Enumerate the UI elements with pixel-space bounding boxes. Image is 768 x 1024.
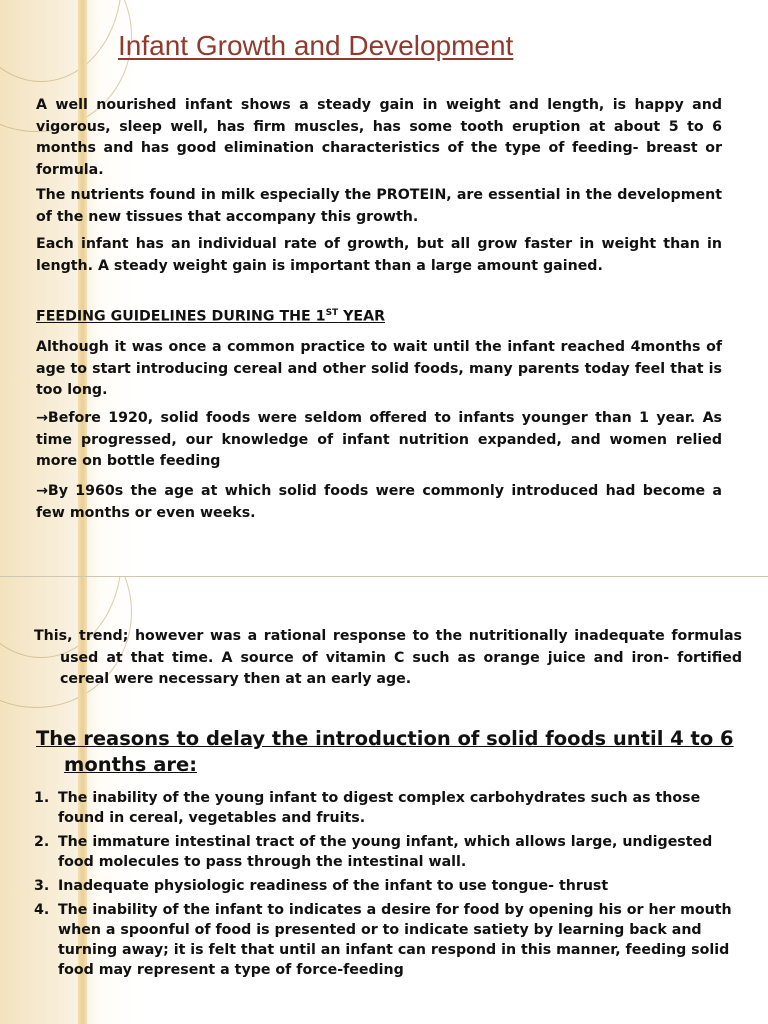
list-item: 1. The inability of the young infant to digest complex carbohydrates such as those found in cereal, vegetables and fruits. — [34, 790, 701, 826]
paragraph-by-1960: →By 1960s the age at which solid foods were commonly introduced had become a few months or even weeks. — [36, 483, 722, 521]
reasons-heading: The reasons to delay the introduction of solid foods until 4 to 6 months are: — [36, 727, 734, 776]
list-item: 2. The immature intestinal tract of the young infant, which allows large, undigested food molecules to pass through the intestinal wall. — [34, 834, 713, 870]
paragraph-nourished-infant: A well nourished infant shows a steady gain in weight and length, is happy and vigorous, sleep well, has firm muscles, has some tooth eruption at about 5 to 6 months and has good elimination characteristics of the type of feeding- breast or formula. — [36, 97, 722, 178]
feeding-guidelines-heading: FEEDING GUIDELINES DURING THE 1ST YEAR — [36, 308, 385, 325]
arrow-icon: → — [36, 410, 48, 426]
list-item: 4. The inability of the infant to indicates a desire for food by opening his or her mouth when a spoonful of food is presented or to indicate satiety by learning back and turning away; it is felt that until an infant can respond in this manner, feeding solid food may represent a type of force-feeding — [34, 902, 732, 978]
paragraph-growth-rate: Each infant has an individual rate of growth, but all grow faster in weight than in length. A steady weight gain is important than a large amount gained. — [36, 236, 722, 274]
reasons-list — [34, 788, 746, 984]
paragraph-nutrients: The nutrients found in milk especially the PROTEIN, are essential in the development of the new tissues that accompany this growth. — [36, 187, 722, 225]
paragraph-trend: This, trend; however was a rational response to the nutritionally inadequate formulas used at that time. A source of vitamin C such as orange juice and iron- fortified cereal were necessary then at an early age. — [34, 628, 742, 687]
list-item: 3. Inadequate physiologic readiness of the infant to use tongue- thrust — [34, 878, 609, 894]
arrow-icon: → — [36, 483, 48, 499]
paragraph-before-1920: →Before 1920, solid foods were seldom offered to infants younger than 1 year. As time progressed, our knowledge of infant nutrition expanded, and women relied more on bottle feeding — [36, 410, 722, 469]
page-title: Infant Growth and Development — [118, 30, 514, 61]
slide-divider — [0, 576, 768, 577]
paragraph-feeding-intro: Although it was once a common practice to wait until the infant reached 4months of age to start introducing cereal and other solid foods, many parents today feel that is too long. — [36, 339, 722, 398]
